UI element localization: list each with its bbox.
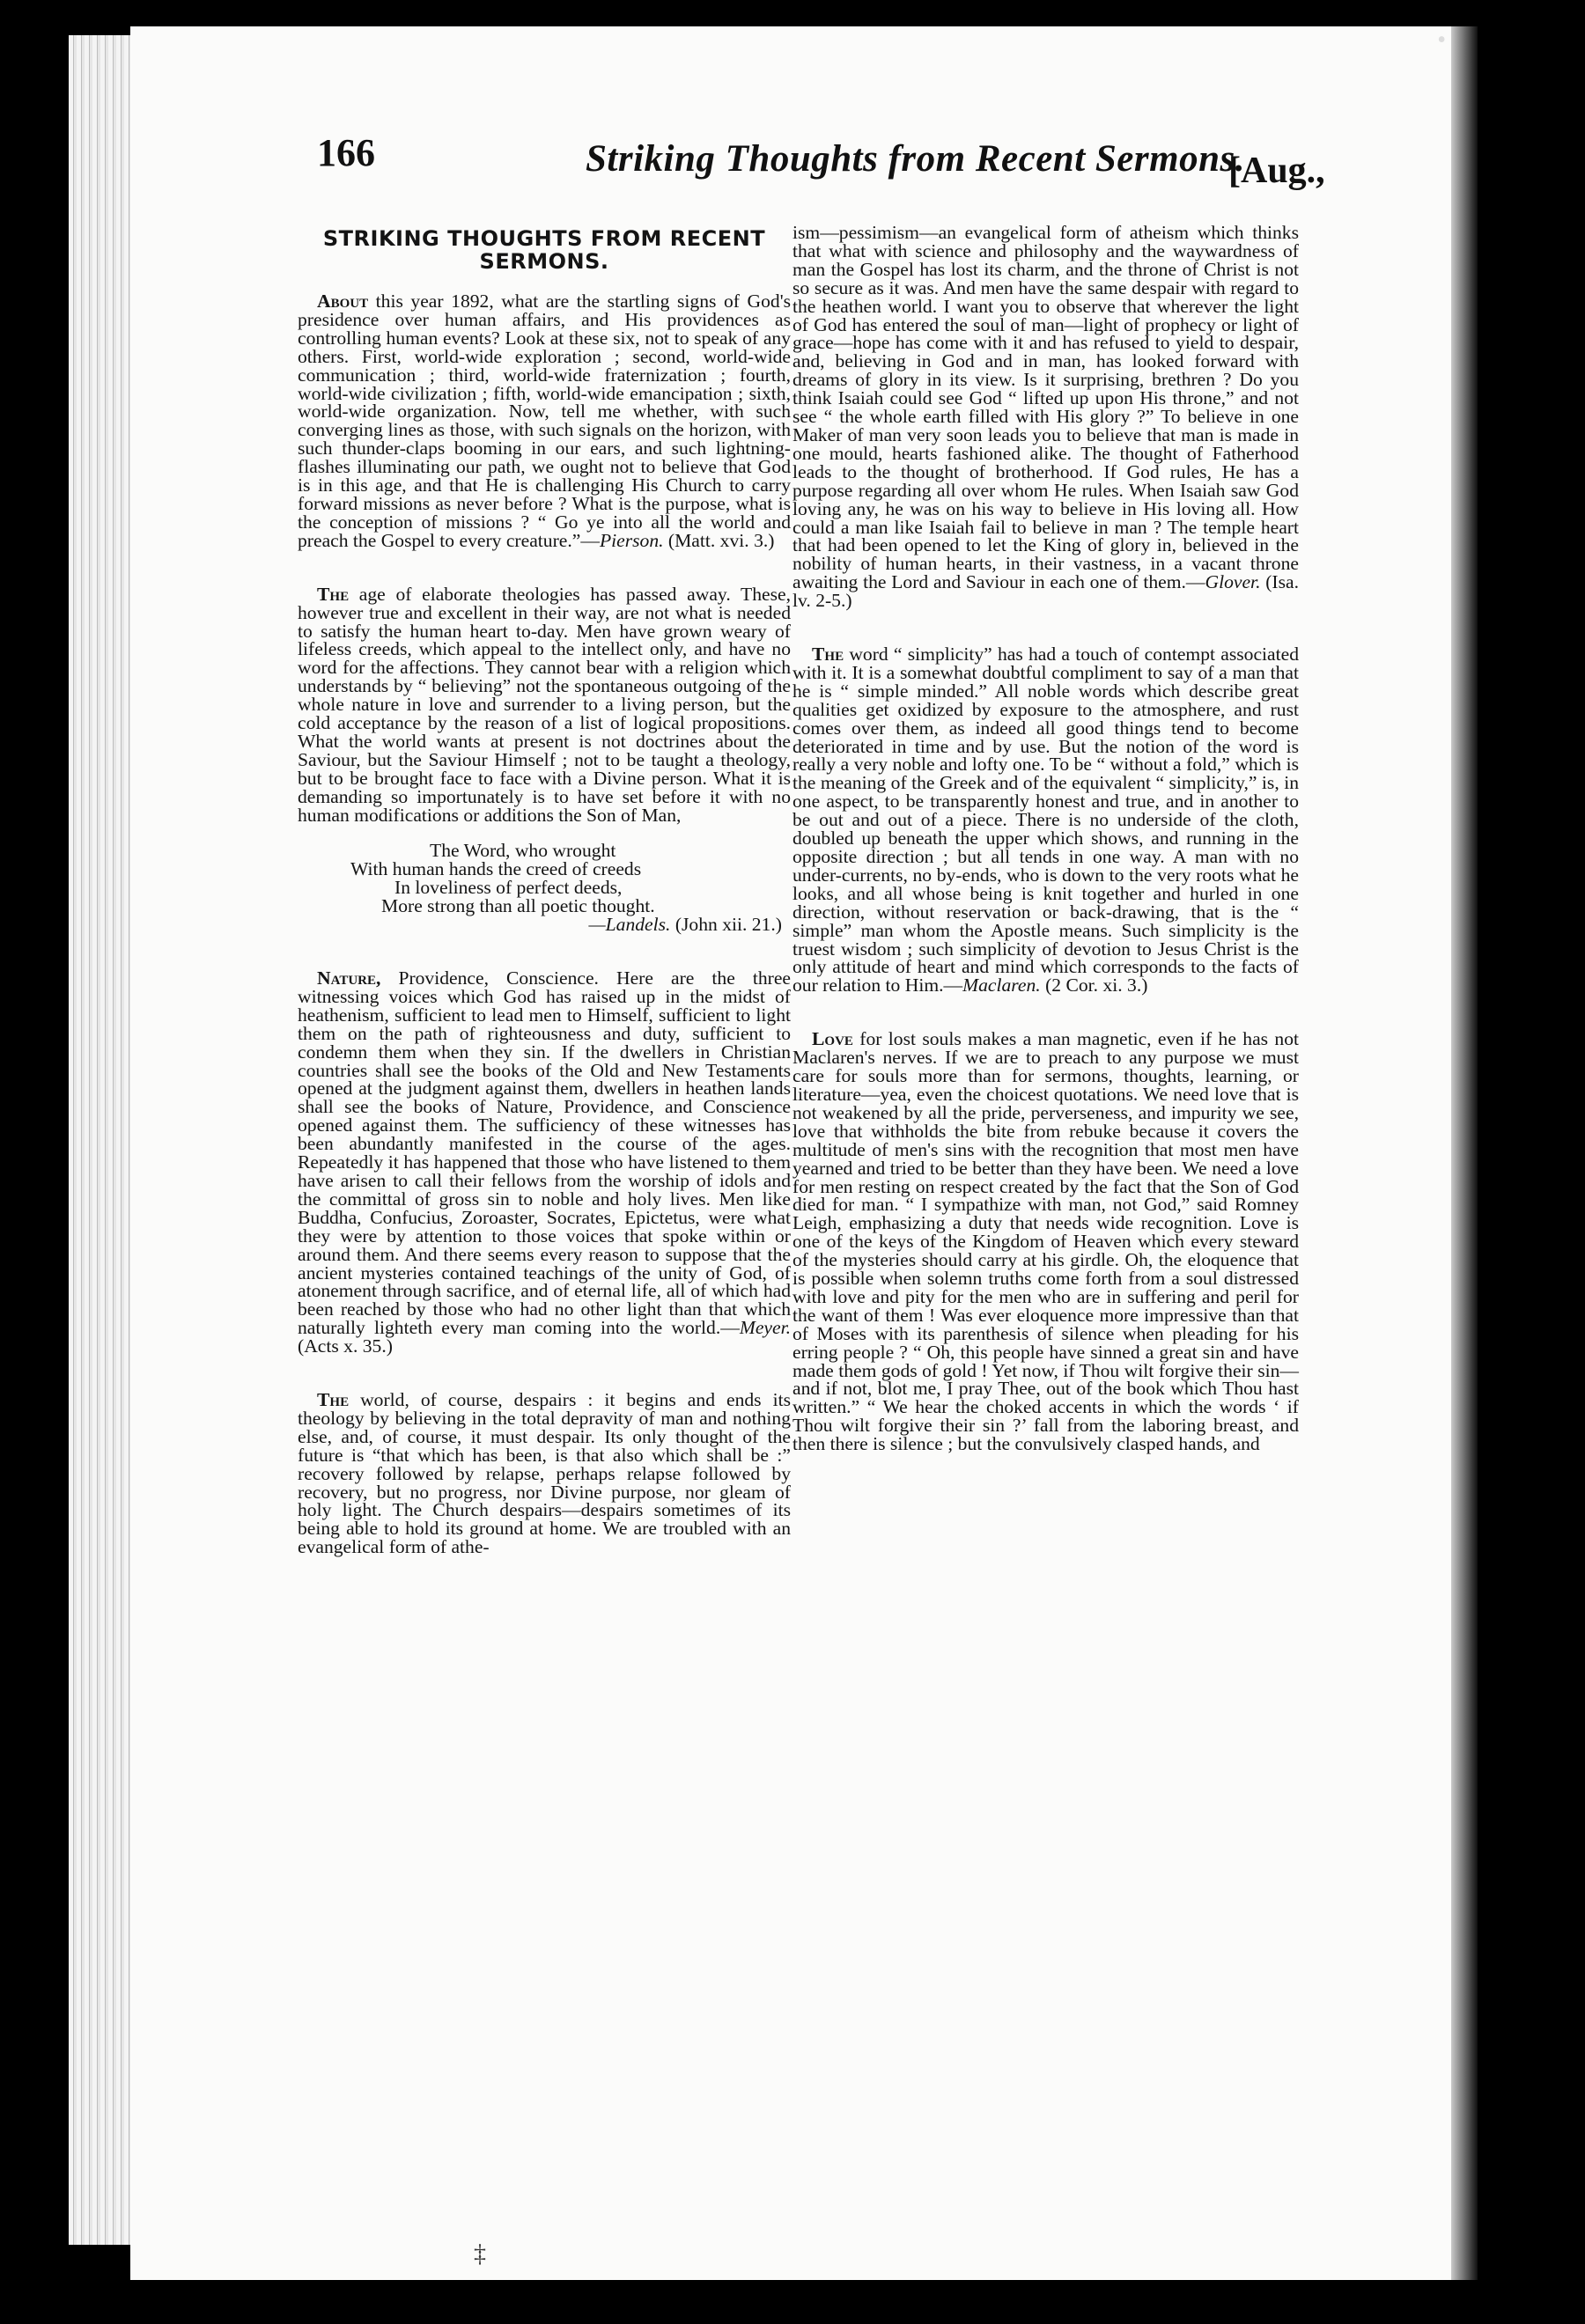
scan-mark: ‡ [474,2240,486,2268]
running-header [185,130,1330,201]
poem-line: With human hands the creed of creeds [350,858,642,880]
poem-line: The Word, who wrought [430,840,616,862]
sermon-excerpt [792,1030,1299,1453]
page-stack-edge [69,35,139,2245]
excerpt-reference: (Matt. xvi. 3.) [663,529,775,551]
sermon-excerpt-continued [792,224,1299,610]
scan-mark: • [1437,26,1446,54]
article-title: STRIKING THOUGHTS FROM RECENT SERMONS. [322,226,766,274]
sermon-excerpt [298,292,791,550]
sermon-excerpt [298,1391,791,1556]
sermon-excerpt [298,969,791,1356]
excerpt-author: Maclaren. [962,974,1041,997]
left-column [298,218,791,1592]
sermon-excerpt [298,585,791,825]
excerpt-reference: (Acts x. 35.) [298,1335,393,1357]
excerpt-text: Providence, Conscience. Here are the three witnessing voices which God has raised up in the midst of heathenism, sufficient to lead men to Himself, sufficient to light them on the path of righteousness and duty, sufficient to condemn them when they sin. If the dwellers in Christian countries shall see the books of the Old and New Testaments opened at the judgment against them, dwellers in heathen lands shall see the books of Nature, Providence, and Conscience opened against them. The sufficiency of these witnesses has been abundantly manifested in the course of the ages. Repeatedly it has happened that those who have listened to them have arisen to call their fellows from the worship of idols and the committal of gross sin to noble and holy lives. Men like Buddha, Confucius, Zoroaster, Socrates, Epictetus, were what they were by attention to those voices that spoke within or around them. And there seems every reason to suppose that the ancient mysteries contained teachings of the unity of God, of atonement through sacrifice, and of eternal life, all of which had been reached by those who had no other light than that which naturally lighteth every man coming into the world.— [298,967,791,1339]
poem-reference: (John xii. 21.) [670,914,782,936]
excerpt-author: Pierson. [599,529,664,551]
excerpt-text: age of elaborate theologies has passed away. These, however true and excellent in their way, are not what is needed to satisfy the human heart to-day. Men have grown weary of lifeless creeds, which appeal to the intellect only, and have no word for the affections. They cannot bear with a religion which understands by “ believing” not the spontaneous outgoing of the whole nature in love and surrender to a living person, but the cold acceptance by the reason of a list of logical propositions. What the world wants at present is not doctrines about the Saviour, but the Saviour Himself ; not to be taught a theology, but to be brought face to face with a Divine person. What it is demanding so importunately is to have set before it with no human modifications or additions the Son of Man, [298,583,791,826]
excerpt-text: word “ simplicity” has had a touch of contempt associated with it. It is a somewhat doubtful compliment to say of a man that he is “ simple minded.” All noble words which describe great qualities get oxidized by exposure to the atmosphere, and rust comes over them, as indeed all good things tend to become deteriorated in time and by use. But the notion of the word is really a very noble and lofty one. To be “ without a fold,” which is the meaning of the Greek and of the equivalent “ simplicity,” is, in one aspect, to be transparently honest and true, and in another to be out and out of a piece. There is no underside of the cloth, doubled up beneath the upper which shows, and running in the opposite direction ; but all tends in one way. A man with no under-currents, no by-ends, who is down to the very roots what he looks, and all whose being is knit together and hurled in one direction, without reservation or back-drawing, that is the “ simple” man whom the Apostle means. Such simplicity is the truest wisdom ; such simplicity of devotion to Jesus Christ is the only attitude of heart and mind which corresponds to the facts of our relation to Him.— [792,644,1299,997]
excerpt-lead: Love [812,1028,853,1050]
excerpt-text: for lost souls makes a man magnetic, even if he has not Maclaren's nerves. If we are to preach to any purpose we must care for souls more than for sermons, thoughts, learning, or literature—yea, even the choicest quotations. We need love that is not weakened by all the pride, perverseness, and impurity we see, love that withholds the bite from rebuke because it covers the multitude of men's sins with the recognition that most men have yearned and tried to be better than they have been. We need a love for men resting on respect created by the fact that the Son of God died for man. “ I sympathize with man, not God,” said Romney Leigh, emphasizing a duty that needs wide recognition. Love is one of the keys of the Kingdom of Heaven which every steward of the mysteries should carry at his girdle. Oh, the eloquence that is possible when solemn truths come forth from a soul distressed with love and pity for the men who are in suffering and peril for the want of them ! Was ever eloquence more impressive than that of Moses with its parenthesis of silence when pleading for his erring people ? “ Oh, this people have sinned a great sin and have made them gods of gold ! Yet now, if Thou wilt forgive their sin—and if not, blot me, I pray Thee, out of the book which Thou hast written.” “ We hear the choked accents in which the words ‘ if Thou wilt forgive their sin ?’ fall from the laboring breast, and then there is silence ; but the convulsively clasped hands, and [792,1028,1299,1455]
excerpt-text: world, of course, despairs : it begins and ends its theology by believing in the total depravity of man and nothing else, and, of course, it must despair. Its only thought of the future is “that which has been, is that also which shall be :” recovery followed by relapse, perhaps relapse followed by recovery, but no progress, nor Divine purpose, nor gleam of holy light. The Church despairs—despairs sometimes of its being able to hold its ground at home. We are troubled with an evangelical form of athe- [298,1389,791,1558]
excerpt-author: Meyer. [739,1317,791,1339]
poem-quotation [298,842,791,934]
excerpt-lead: The [317,1389,350,1411]
excerpt-lead: The [812,644,844,666]
right-column [792,224,1299,1489]
excerpt-reference: (Isa. lv. 2-5.) [792,571,1299,612]
excerpt-lead: About [317,290,369,312]
excerpt-text: ism—pessimism—an evangelical form of atheism which thinks that what with science and philosophy and the waywardness of man the Gospel has lost its charm, and the throne of Christ is not so secure as it was. And men have the same despair with regard to the heathen world. I want you to observe that wherever the light of God has entered the soul of man—light of prophecy or light of grace—hope has come with it and has refused to yield to despair, and, believing in God and in man, has looked forward with dreams of glory in its view. Is it surprising, brethren ? Do you think Isaiah could see God “ lifted up upon His throne,” and not see “ the whole earth filled with His glory ?” To believe in one Maker of man very soon leads you to believe that man is made in one mould, hearts fashioned alike. The thought of Fatherhood leads to the thought of brotherhood. If God rules, He has a purpose regarding all over whom He rules. When Isaiah saw God loving any, he was on his way to believe in His loving all. How could a man like Isaiah fail to believe in man ? The temple heart that had been opened to let the King of glory in, believed in the nobility of human hearts, in their vastness, in a vacant throne awaiting the Lord and Saviour in each one of them.— [792,222,1299,593]
page-right-edge [1451,26,1478,2280]
excerpt-lead: Nature, [317,967,381,989]
section-mark: [Aug., [1228,151,1325,191]
excerpt-text: this year 1892, what are the startling signs of God's presidence over human affairs, and His providences as controlling human events? Look at these six, not to speak of any others. First, world-wide exploration ; second, world-wide communication ; third, world-wide fraternization ; fourth, world-wide civilization ; fifth, world-wide emancipation ; sixth, world-wide organization. Now, tell me whether, with such converging lines as those, with such signals on the horizon, with such thunder-claps booming in our ears, and such lightning-flashes illuminating our path, we ought not to believe that God is in this age, and that He is challenging His Church to carry forward missions as never before ? What is the purpose, what is the conception of missions ? “ Go ye into all the world and preach the Gospel to every creature.”— [298,290,791,551]
poem-attribution [298,916,791,934]
sermon-excerpt [792,645,1299,995]
poem-line: In loveliness of perfect deeds, [394,877,623,899]
running-title: Striking Thoughts from Recent Sermons. [586,138,1245,180]
poem-author: —Landels. [588,914,671,936]
poem-line: More strong than all poetic thought. [381,895,655,917]
excerpt-reference: (2 Cor. xi. 3.) [1040,974,1148,997]
excerpt-lead: The [317,583,350,605]
page-number: 166 [317,131,375,174]
excerpt-author: Glover. [1205,571,1261,593]
